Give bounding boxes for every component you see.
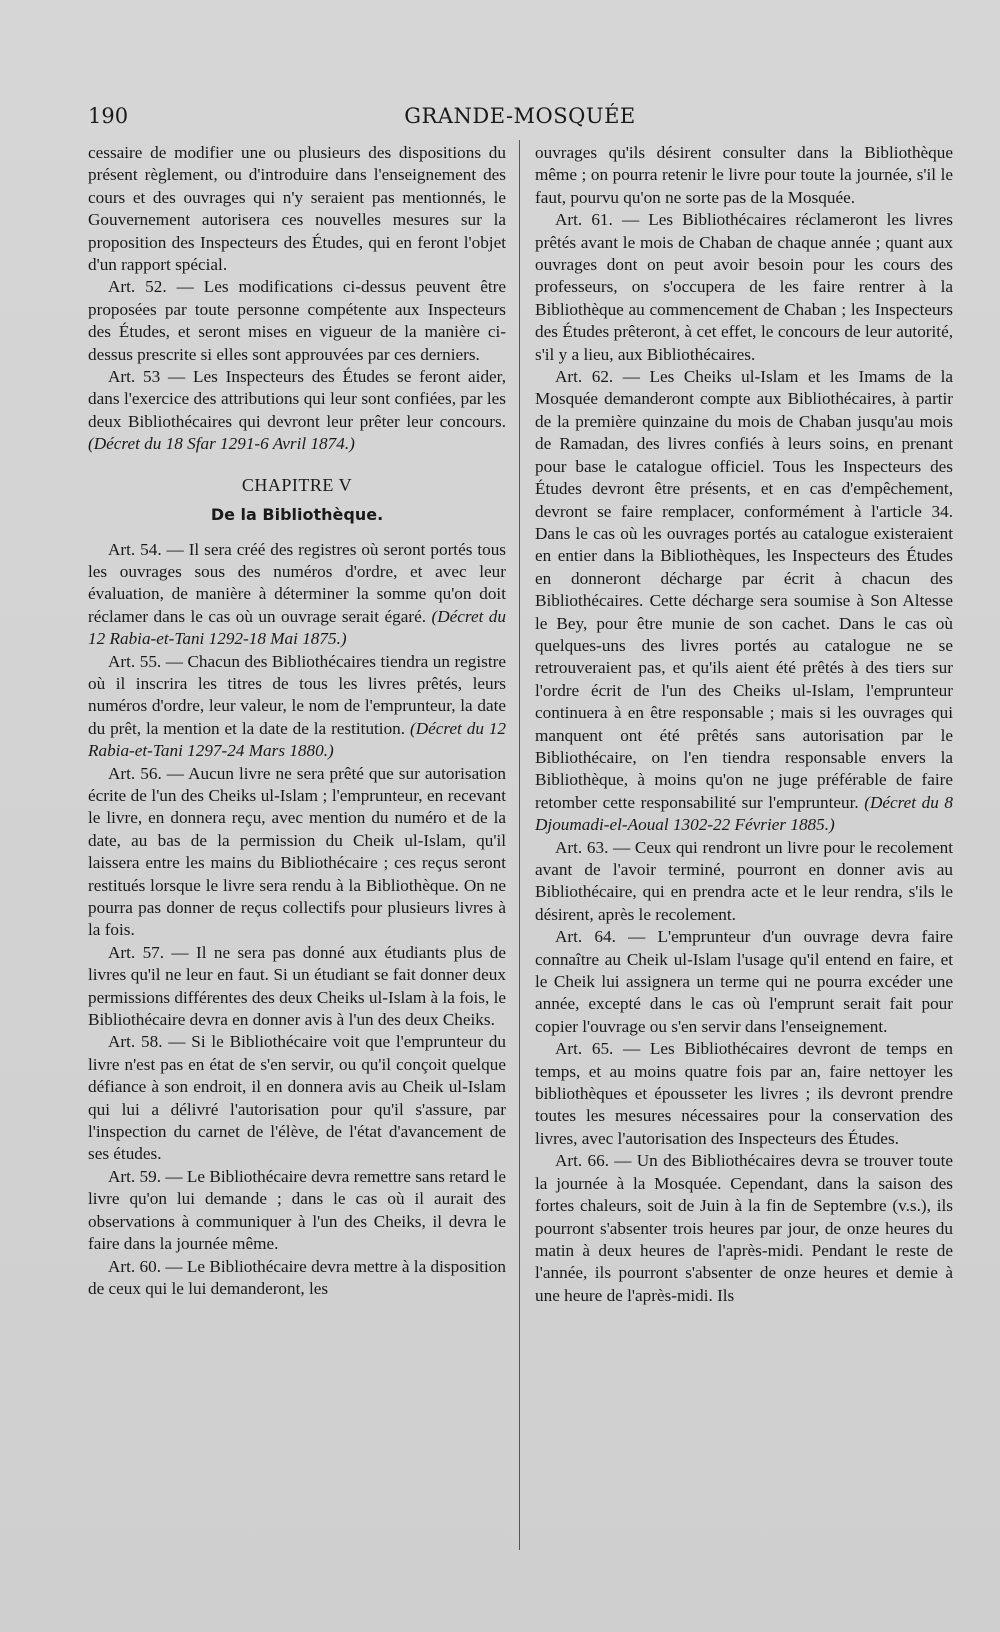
article-62-text: Art. 62. — Les Cheiks ul-Islam et les Imams de la Mosquée demanderont compte aux Bibliothécaires, à partir de la première quinzaine du mois de Chaban jusqu'au mois de Ramadan, des livres confiés à leurs soins, en prenant pour base le catalogue officiel. Tous les Inspecteurs des Études devront être présents, et en cas d'empêchement, devront se faire remplacer, conformément à l'article 34. Dans le cas où les ouvrages portés au catalogue existeraient en entier dans la Bibliothèques, les Inspecteurs des Études en donneront décharge par écrit à chacun des Bibliothécaires. Cette décharge sera soumise à Son Altesse le Bey, pour être munie de son cachet. Dans le cas où quelques-uns des livres portés au catalogue ne se retrouveraient pas, et qu'ils aient été prêtés à des tiers sur l'ordre écrit de l'un des Cheiks ul-Islam, l'emprunteur continuera à en être responsable ; mais si les ouvrages qui manquent ont été prêtés sans autorisation par le Bibliothécaire, on l'en tiendra responsable envers la Bibliothèque, à moins qu'on ne juge préférable de faire retomber cette responsabilité sur l'emprunteur. <box>535 367 953 812</box>
article-55-text: Art. 55. — Chacun des Bibliothécaires tiendra un registre où il inscrira les titres de tous les livres prêtés, leurs numéros d'ordre, leur valeur, le nom de l'emprunteur, la date du prêt, la mention et la date de la restitution. <box>88 651 506 738</box>
article-54-text: Art. 54. — Il sera créé des registres où seront portés tous les ouvrages sous des numéros d'ordre, et avec leur évaluation, de manière à déterminer la somme qu'on doit réclamer dans le cas où un ouvrage serait égaré. <box>88 539 506 626</box>
chapter-heading: CHAPITRE V <box>241 474 353 495</box>
article-52: Art. 52. — Les modifications ci-dessus peuvent être proposées par toute personne compétente aux Inspecteurs des Études, et seront mises en vigueur de la manière ci-dessus prescrite si elles sont approuvées par ces derniers. <box>88 277 506 364</box>
article-53 <box>88 366 506 456</box>
article-63: Art. 63. — Ceux qui rendront un livre pour le recolement avant de l'avoir terminé, pourront en donner avis au Bibliothécaire, qui en prendra acte et le leur rendra, s'ils le désirent, après le recolement. <box>535 837 953 924</box>
article-58: Art. 58. — Si le Bibliothécaire voit que l'emprunteur du livre n'est pas en état de s'en servir, ou qu'il conçoit quelque défiance à son endroit, il en donnera avis au Cheik ul-Islam qui lui a délivré l'autorisation pour qu'il s'assure, par l'inspection du carnet de l'élève, de l'état d'avancement de ses études. <box>88 1032 506 1164</box>
article-61: Art. 61. — Les Bibliothécaires réclameront les livres prêtés avant le mois de Chaban de chaque année ; quant aux ouvrages dont on peut avoir besoin pour les cours des professeurs, on s'occupera de les faire rentrer à la Bibliothèque au commencement de Chaban ; les Inspecteurs des Études prêteront, à cet effet, le concours de leur autorité, s'il y a lieu, aux Bibliothécaires. <box>535 210 953 364</box>
article-62 <box>535 366 953 837</box>
article-53-text: Art. 53 — Les Inspecteurs des Études se feront aider, dans l'exercice des attributions qui leur sont confiées, par les deux Bibliothécaires qui devront leur prêter leur concours. <box>88 367 506 431</box>
page-number: 190 <box>88 104 129 128</box>
article-55 <box>88 651 506 763</box>
running-title: GRANDE-MOSQUÉE <box>404 104 636 128</box>
column-divider <box>519 140 520 1550</box>
paragraph-continuation-right: ouvrages qu'ils désirent consulter dans la Bibliothèque même ; on pourra retenir le livre pour toute la journée, s'il le faut, pourvu qu'on ne sorte pas de la Mosquée. <box>535 143 953 207</box>
paragraph-continuation: cessaire de modifier une ou plusieurs des dispositions du présent règlement, ou d'introduire dans l'enseignement des cours et des ouvrages qui n'y seraient pas mentionnés, le Gouvernement autorisera ces nouvelles mesures sur la proposition des Inspecteurs des Études, qui en feront l'objet d'un rapport spécial. <box>88 143 506 275</box>
article-54 <box>88 539 506 651</box>
page-header <box>88 104 952 134</box>
article-53-decree-ref: (Décret du 18 Sfar 1291-6 Avril 1874.) <box>88 434 355 454</box>
article-55-decree-ref: (Décret du 12 Rabia-et-Tani 1297-24 Mars 1880.) <box>88 718 507 761</box>
section-heading: De la Bibliothèque. <box>210 505 384 525</box>
article-65: Art. 65. — Les Bibliothécaires devront de temps en temps, et au moins quatre fois par an, faire nettoyer les bibliothèques et épousseter les livres ; ils devront prendre toutes les mesures nécessaires pour la conservation des livres, avec l'autorisation des Inspecteurs des Études. <box>535 1039 953 1148</box>
article-62-decree-ref: (Décret du 8 Djoumadi-el-Aoual 1302-22 Février 1885.) <box>535 792 953 835</box>
right-column <box>535 142 953 1307</box>
article-54-decree-ref: (Décret du 12 Rabia-et-Tani 1292-18 Mai 1875.) <box>88 606 506 649</box>
article-64: Art. 64. — L'emprunteur d'un ouvrage devra faire connaître au Cheik ul-Islam l'usage qu'il entend en faire, et le Cheik lui assignera un terme qui ne pourra excéder une année, excepté dans le cas où l'emprunt serait fait pour copier l'ouvrage ou s'en servir dans l'enseignement. <box>535 927 953 1036</box>
article-56: Art. 56. — Aucun livre ne sera prêté que sur autorisation écrite de l'un des Cheiks ul-Islam ; l'emprunteur, en recevant le livre, en donnera reçu, avec mention du numéro et de la date, au bas de la permission du Cheik ul-Islam, qu'il laissera entre les mains du Bibliothécaire ; ces reçus seront restitués lorsque le livre sera rendu à la Bibliothèque. On ne pourra pas donner de reçus collectifs pour plusieurs livres à la fois. <box>88 763 506 940</box>
article-57: Art. 57. — Il ne sera pas donné aux étudiants plus de livres qu'il ne leur en faut. Si un étudiant se fait donner deux permissions différentes des deux Cheiks ul-Islam à la fois, le Bibliothécaire devra en donner avis à l'un des deux Cheiks. <box>88 942 506 1030</box>
article-59: Art. 59. — Le Bibliothécaire devra remettre sans retard le livre qu'on lui demande ; dans le cas où il aurait des observations à communiquer à l'un des Cheiks, il devra le faire dans la journée même. <box>88 1166 506 1254</box>
article-60: Art. 60. — Le Bibliothécaire devra mettre à la disposition de ceux qui le lui demanderont, les <box>88 1256 506 1298</box>
left-column <box>88 142 506 1300</box>
article-66: Art. 66. — Un des Bibliothécaires devra se trouver toute la journée à la Mosquée. Cependant, dans la saison des fortes chaleurs, soit de Juin à la fin de Septembre (v.s.), ils pourront s'absenter trois heures par jour, de onze heures du matin à deux heures de l'après-midi. Pendant le reste de l'année, ils pourront s'absenter de onze heures et demie à une heure de l'après-midi. Ils <box>535 1151 953 1305</box>
